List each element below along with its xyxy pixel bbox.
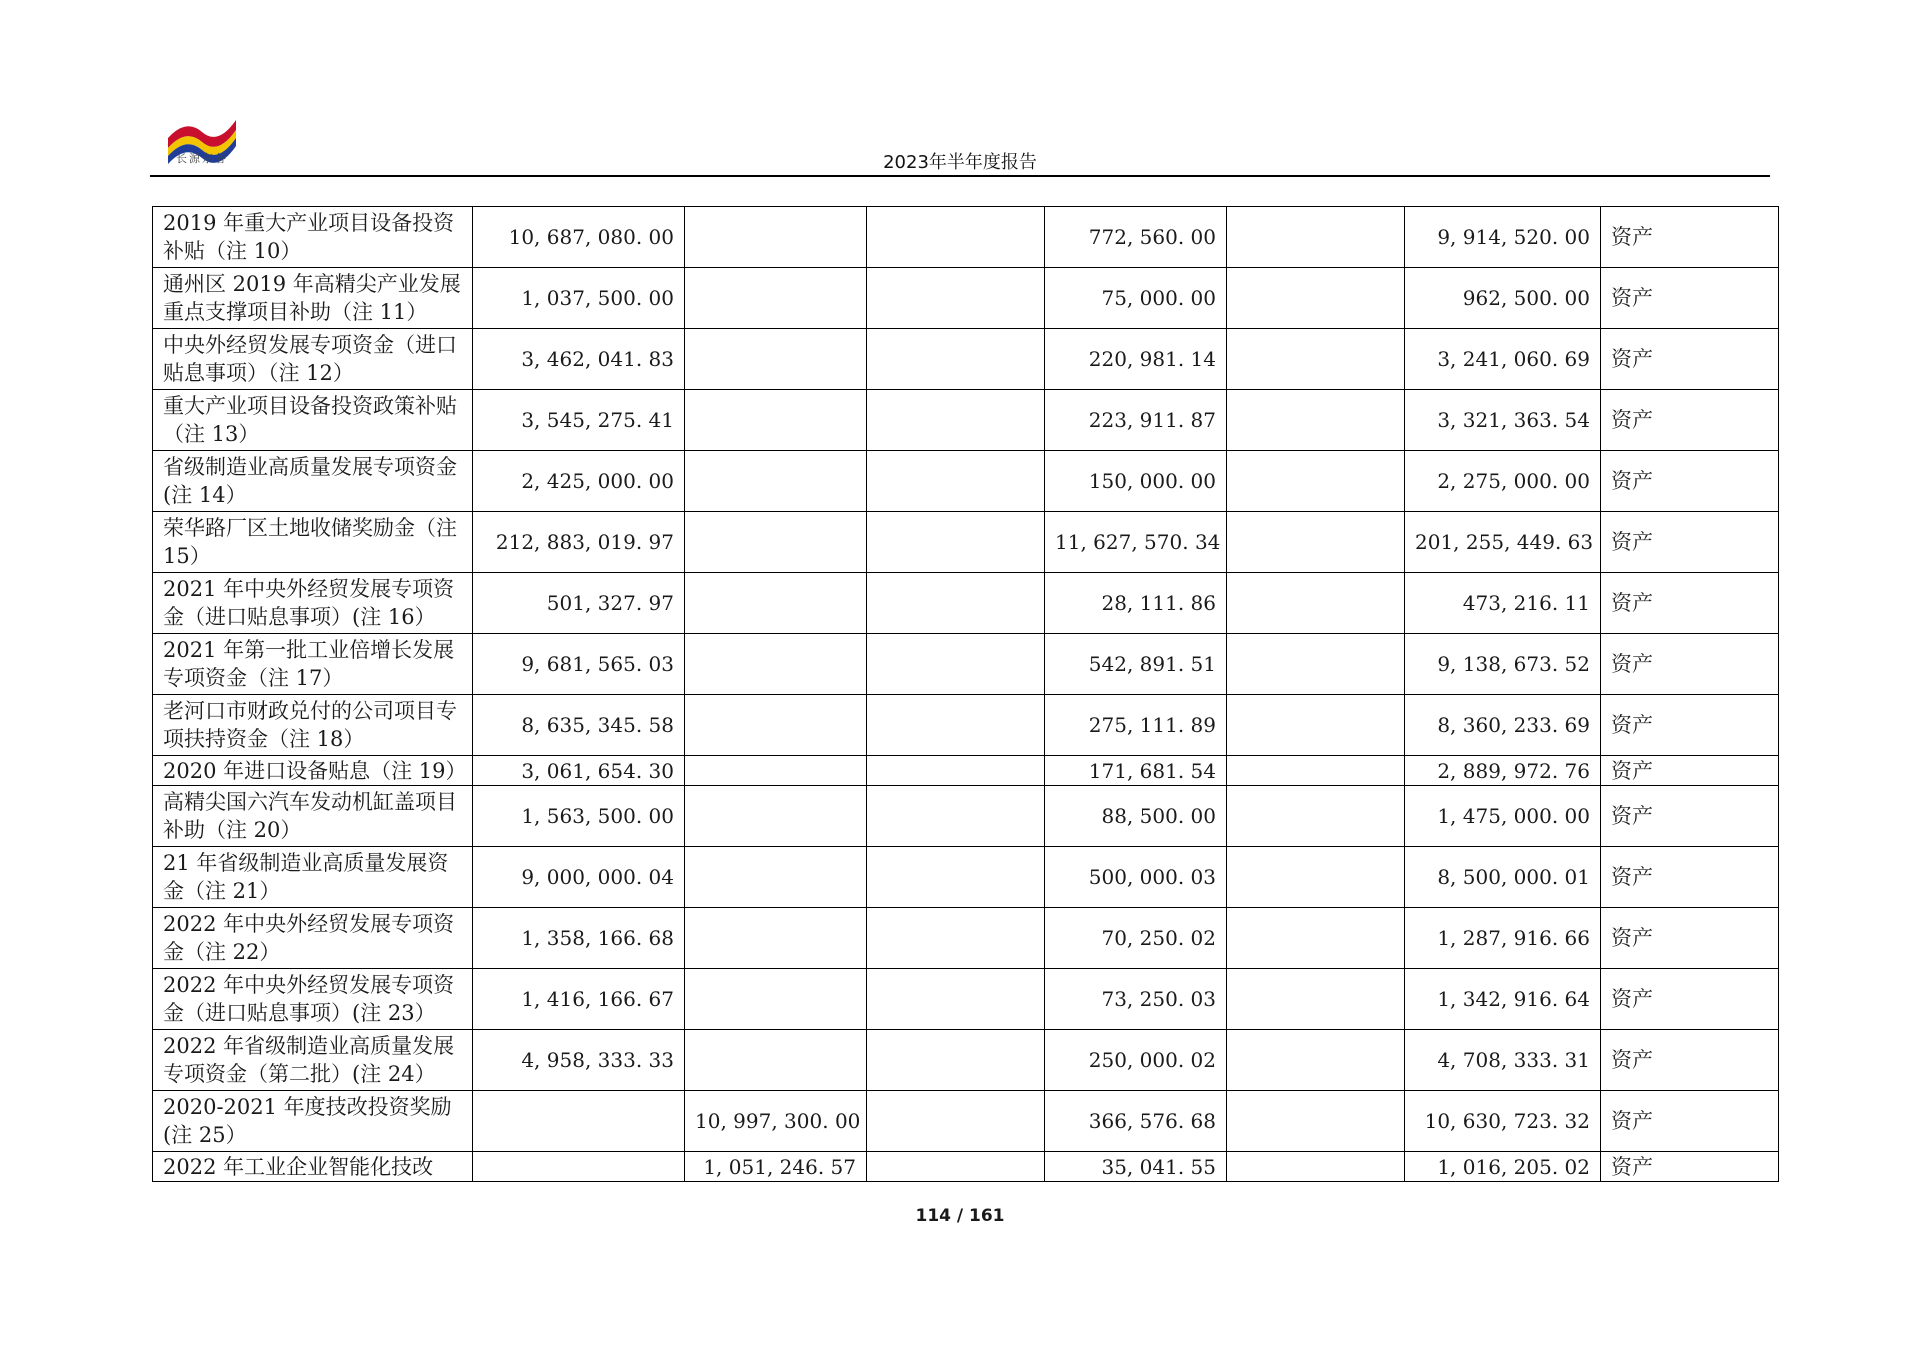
new-grant-cell [685, 390, 867, 451]
nonoperating-income-cell [867, 847, 1045, 908]
asset-income-related-cell: 资产 [1601, 634, 1779, 695]
grant-name-cell: 中央外经贸发展专项资金（进口贴息事项）（注 12） [153, 329, 473, 390]
nonoperating-income-cell [867, 207, 1045, 268]
new-grant-cell: 10, 997, 300. 00 [685, 1091, 867, 1152]
closing-balance-cell: 962, 500. 00 [1405, 268, 1601, 329]
table-row [153, 969, 1779, 1030]
other-income-cell: 220, 981. 14 [1045, 329, 1227, 390]
other-income-cell: 223, 911. 87 [1045, 390, 1227, 451]
header-divider [150, 175, 1770, 177]
opening-balance-cell: 10, 687, 080. 00 [473, 207, 685, 268]
grant-name-cell: 2019 年重大产业项目设备投资补贴（注 10） [153, 207, 473, 268]
opening-balance-cell: 1, 416, 166. 67 [473, 969, 685, 1030]
grant-name-cell: 2022 年省级制造业高质量发展专项资金（第二批）(注 24） [153, 1030, 473, 1091]
other-income-cell: 28, 111. 86 [1045, 573, 1227, 634]
opening-balance-cell [473, 1091, 685, 1152]
table-row [153, 451, 1779, 512]
nonoperating-income-cell [867, 512, 1045, 573]
other-changes-cell [1227, 695, 1405, 756]
nonoperating-income-cell [867, 573, 1045, 634]
asset-income-related-cell: 资产 [1601, 207, 1779, 268]
grant-name-cell: 2022 年中央外经贸发展专项资金（进口贴息事项）(注 23） [153, 969, 473, 1030]
other-changes-cell [1227, 908, 1405, 969]
opening-balance-cell: 1, 563, 500. 00 [473, 786, 685, 847]
other-changes-cell [1227, 207, 1405, 268]
new-grant-cell [685, 969, 867, 1030]
asset-income-related-cell: 资产 [1601, 512, 1779, 573]
nonoperating-income-cell [867, 451, 1045, 512]
grant-name-cell: 21 年省级制造业高质量发展资金（注 21） [153, 847, 473, 908]
other-changes-cell [1227, 451, 1405, 512]
opening-balance-cell: 4, 958, 333. 33 [473, 1030, 685, 1091]
nonoperating-income-cell [867, 634, 1045, 695]
grant-name-cell: 高精尖国六汽车发动机缸盖项目补助（注 20） [153, 786, 473, 847]
new-grant-cell [685, 451, 867, 512]
table-row [153, 207, 1779, 268]
closing-balance-cell: 8, 360, 233. 69 [1405, 695, 1601, 756]
other-income-cell: 150, 000. 00 [1045, 451, 1227, 512]
asset-income-related-cell: 资产 [1601, 1091, 1779, 1152]
table-row [153, 268, 1779, 329]
table-row [153, 512, 1779, 573]
new-grant-cell [685, 1030, 867, 1091]
other-income-cell: 772, 560. 00 [1045, 207, 1227, 268]
logo-text: 长源东谷 [176, 152, 228, 165]
other-changes-cell [1227, 1152, 1405, 1182]
nonoperating-income-cell [867, 969, 1045, 1030]
new-grant-cell [685, 634, 867, 695]
other-changes-cell [1227, 268, 1405, 329]
asset-income-related-cell: 资产 [1601, 969, 1779, 1030]
new-grant-cell [685, 695, 867, 756]
asset-income-related-cell: 资产 [1601, 786, 1779, 847]
grant-name-cell: 荣华路厂区土地收储奖励金（注 15） [153, 512, 473, 573]
other-changes-cell [1227, 390, 1405, 451]
table-row [153, 390, 1779, 451]
grant-name-cell: 2021 年第一批工业倍增长发展专项资金（注 17） [153, 634, 473, 695]
asset-income-related-cell: 资产 [1601, 1030, 1779, 1091]
other-income-cell: 250, 000. 02 [1045, 1030, 1227, 1091]
asset-income-related-cell: 资产 [1601, 847, 1779, 908]
asset-income-related-cell: 资产 [1601, 1152, 1779, 1182]
asset-income-related-cell: 资产 [1601, 268, 1779, 329]
other-income-cell: 171, 681. 54 [1045, 756, 1227, 786]
new-grant-cell [685, 908, 867, 969]
other-income-cell: 73, 250. 03 [1045, 969, 1227, 1030]
asset-income-related-cell: 资产 [1601, 573, 1779, 634]
other-income-cell: 75, 000. 00 [1045, 268, 1227, 329]
nonoperating-income-cell [867, 390, 1045, 451]
asset-income-related-cell: 资产 [1601, 390, 1779, 451]
other-changes-cell [1227, 969, 1405, 1030]
asset-income-related-cell: 资产 [1601, 908, 1779, 969]
other-changes-cell [1227, 573, 1405, 634]
report-title: 2023年半年度报告 [883, 152, 1037, 173]
grant-name-cell: 老河口市财政兑付的公司项目专项扶持资金（注 18） [153, 695, 473, 756]
new-grant-cell [685, 756, 867, 786]
nonoperating-income-cell [867, 1152, 1045, 1182]
other-income-cell: 88, 500. 00 [1045, 786, 1227, 847]
other-changes-cell [1227, 329, 1405, 390]
closing-balance-cell: 2, 275, 000. 00 [1405, 451, 1601, 512]
nonoperating-income-cell [867, 786, 1045, 847]
opening-balance-cell: 3, 545, 275. 41 [473, 390, 685, 451]
table-row [153, 695, 1779, 756]
nonoperating-income-cell [867, 756, 1045, 786]
opening-balance-cell: 3, 061, 654. 30 [473, 756, 685, 786]
closing-balance-cell: 3, 321, 363. 54 [1405, 390, 1601, 451]
opening-balance-cell: 501, 327. 97 [473, 573, 685, 634]
new-grant-cell: 1, 051, 246. 57 [685, 1152, 867, 1182]
other-changes-cell [1227, 512, 1405, 573]
grant-name-cell: 通州区 2019 年高精尖产业发展重点支撑项目补助（注 11） [153, 268, 473, 329]
new-grant-cell [685, 329, 867, 390]
other-income-cell: 500, 000. 03 [1045, 847, 1227, 908]
opening-balance-cell: 9, 681, 565. 03 [473, 634, 685, 695]
table-row [153, 1152, 1779, 1182]
new-grant-cell [685, 207, 867, 268]
new-grant-cell [685, 512, 867, 573]
nonoperating-income-cell [867, 1091, 1045, 1152]
other-changes-cell [1227, 1091, 1405, 1152]
other-changes-cell [1227, 786, 1405, 847]
other-changes-cell [1227, 634, 1405, 695]
other-income-cell: 366, 576. 68 [1045, 1091, 1227, 1152]
grant-name-cell: 省级制造业高质量发展专项资金(注 14） [153, 451, 473, 512]
new-grant-cell [685, 786, 867, 847]
new-grant-cell [685, 268, 867, 329]
table-row [153, 1030, 1779, 1091]
table-row [153, 634, 1779, 695]
asset-income-related-cell: 资产 [1601, 695, 1779, 756]
table-row [153, 908, 1779, 969]
closing-balance-cell: 4, 708, 333. 31 [1405, 1030, 1601, 1091]
opening-balance-cell: 9, 000, 000. 04 [473, 847, 685, 908]
closing-balance-cell: 9, 138, 673. 52 [1405, 634, 1601, 695]
grant-name-cell: 2021 年中央外经贸发展专项资金（进口贴息事项）(注 16） [153, 573, 473, 634]
other-changes-cell [1227, 847, 1405, 908]
table-row [153, 756, 1779, 786]
page-number: 114 / 161 [915, 1206, 1005, 1226]
table-row [153, 329, 1779, 390]
other-income-cell: 35, 041. 55 [1045, 1152, 1227, 1182]
closing-balance-cell: 473, 216. 11 [1405, 573, 1601, 634]
nonoperating-income-cell [867, 268, 1045, 329]
table-row [153, 573, 1779, 634]
opening-balance-cell: 8, 635, 345. 58 [473, 695, 685, 756]
other-income-cell: 542, 891. 51 [1045, 634, 1227, 695]
opening-balance-cell: 212, 883, 019. 97 [473, 512, 685, 573]
closing-balance-cell: 1, 287, 916. 66 [1405, 908, 1601, 969]
grant-name-cell: 2022 年中央外经贸发展专项资金（注 22） [153, 908, 473, 969]
grant-name-cell: 2020 年进口设备贴息（注 19） [153, 756, 473, 786]
nonoperating-income-cell [867, 695, 1045, 756]
opening-balance-cell: 2, 425, 000. 00 [473, 451, 685, 512]
opening-balance-cell: 3, 462, 041. 83 [473, 329, 685, 390]
opening-balance-cell: 1, 037, 500. 00 [473, 268, 685, 329]
asset-income-related-cell: 资产 [1601, 329, 1779, 390]
nonoperating-income-cell [867, 1030, 1045, 1091]
asset-income-related-cell: 资产 [1601, 756, 1779, 786]
other-income-cell: 11, 627, 570. 34 [1045, 512, 1227, 573]
closing-balance-cell: 201, 255, 449. 63 [1405, 512, 1601, 573]
closing-balance-cell: 9, 914, 520. 00 [1405, 207, 1601, 268]
other-income-cell: 70, 250. 02 [1045, 908, 1227, 969]
closing-balance-cell: 8, 500, 000. 01 [1405, 847, 1601, 908]
grant-name-cell: 重大产业项目设备投资政策补贴（注 13） [153, 390, 473, 451]
closing-balance-cell: 10, 630, 723. 32 [1405, 1091, 1601, 1152]
government-grants-table [152, 206, 1779, 1182]
table-row [153, 786, 1779, 847]
nonoperating-income-cell [867, 908, 1045, 969]
table-row [153, 847, 1779, 908]
closing-balance-cell: 3, 241, 060. 69 [1405, 329, 1601, 390]
closing-balance-cell: 1, 342, 916. 64 [1405, 969, 1601, 1030]
closing-balance-cell: 1, 016, 205. 02 [1405, 1152, 1601, 1182]
grant-name-cell: 2022 年工业企业智能化技改 [153, 1152, 473, 1182]
other-changes-cell [1227, 1030, 1405, 1091]
grant-name-cell: 2020-2021 年度技改投资奖励(注 25） [153, 1091, 473, 1152]
other-changes-cell [1227, 756, 1405, 786]
new-grant-cell [685, 573, 867, 634]
asset-income-related-cell: 资产 [1601, 451, 1779, 512]
table-row [153, 1091, 1779, 1152]
closing-balance-cell: 2, 889, 972. 76 [1405, 756, 1601, 786]
opening-balance-cell [473, 1152, 685, 1182]
opening-balance-cell: 1, 358, 166. 68 [473, 908, 685, 969]
other-income-cell: 275, 111. 89 [1045, 695, 1227, 756]
table-body [153, 207, 1779, 1182]
new-grant-cell [685, 847, 867, 908]
nonoperating-income-cell [867, 329, 1045, 390]
closing-balance-cell: 1, 475, 000. 00 [1405, 786, 1601, 847]
